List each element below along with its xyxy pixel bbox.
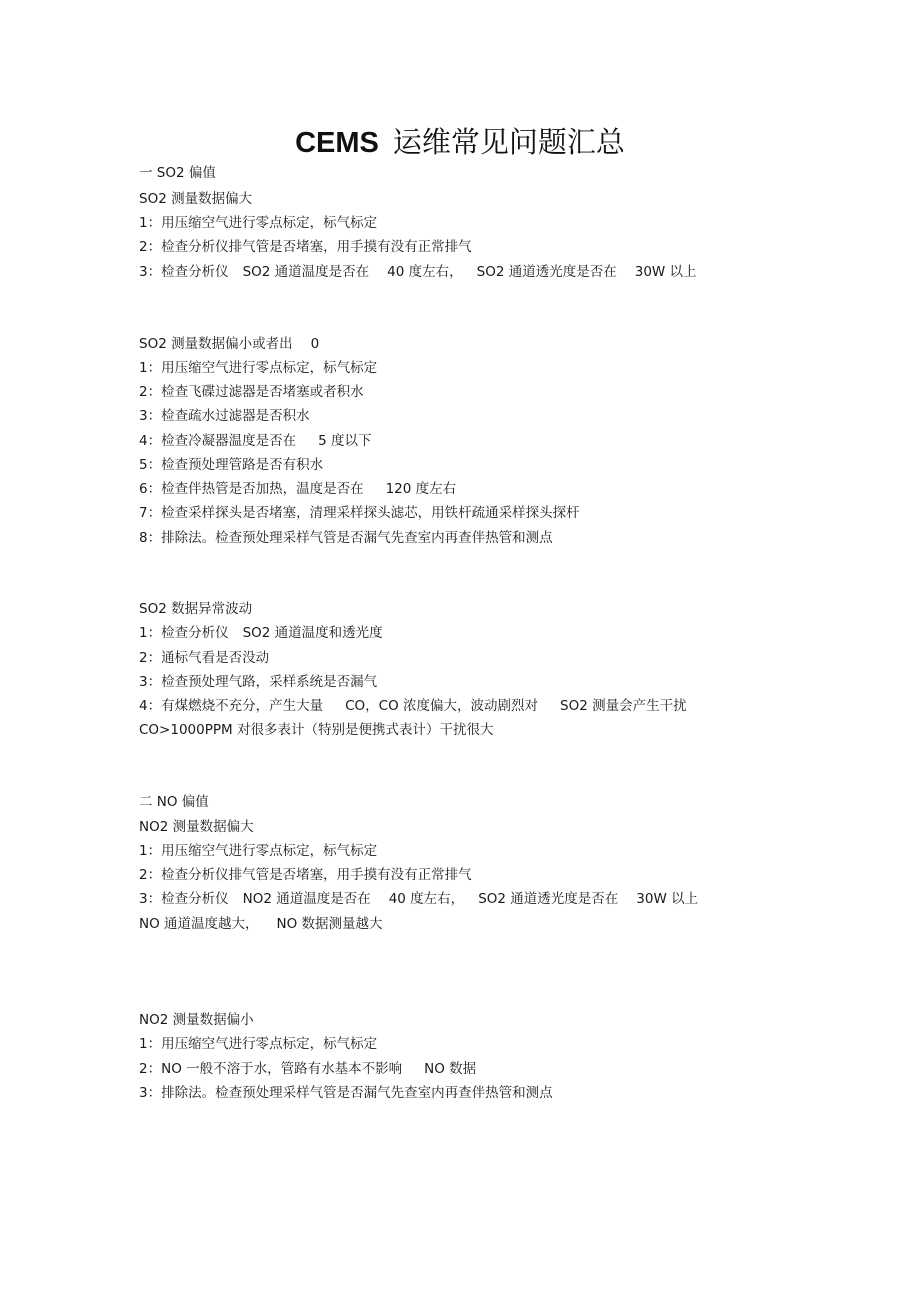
text-run: 3：检查分析仪	[139, 891, 229, 907]
list-item: 2：检查飞碟过滤器是否堵塞或者积水	[139, 384, 364, 400]
title-english: CEMS	[295, 127, 379, 159]
group-title-no2-low: NO2 测量数据偏小	[139, 1012, 254, 1028]
text-run: 40 度左右，	[387, 264, 463, 280]
text-run: 6：检查伴热管是否加热，温度是否在	[139, 481, 364, 497]
list-item: 7：检查采样探头是否堵塞，清理采样探头滤芯，用铁杆疏通采样探头探杆	[139, 505, 580, 521]
list-item	[139, 1059, 476, 1079]
list-item: 3：排除法。检查预处理采样气管是否漏气先查室内再查伴热管和测点	[139, 1085, 553, 1101]
list-item: CO>1000PPM 对很多表计（特别是便携式表计）干扰很大	[139, 722, 494, 738]
list-item: 2：通标气看是否没动	[139, 650, 270, 666]
group-title-so2-fluctuation: SO2 数据异常波动	[139, 601, 253, 617]
section-heading-no: 二 NO 偏值	[139, 794, 209, 810]
text-run: 5 度以下	[318, 433, 372, 449]
text-run: SO2 通道温度和透光度	[242, 625, 383, 641]
group-title-so2-high: SO2 测量数据偏大	[139, 191, 253, 207]
list-item	[139, 623, 383, 643]
text-run: SO2 测量会产生干扰	[560, 698, 687, 714]
text-run: 2：NO 一般不溶于水，管路有水基本不影响	[139, 1061, 403, 1077]
list-item: 5：检查预处理管路是否有积水	[139, 457, 324, 473]
group-title-no2-high: NO2 测量数据偏大	[139, 819, 254, 835]
list-item: 1：用压缩空气进行零点标定，标气标定	[139, 360, 378, 376]
text-run: NO2 通道温度是否在	[242, 891, 371, 907]
list-item: 2：检查分析仪排气管是否堵塞，用手摸有没有正常排气	[139, 867, 472, 883]
section-heading-so2: 一 SO2 偏值	[139, 165, 216, 181]
list-item: 3：检查预处理气路，采样系统是否漏气	[139, 674, 378, 690]
list-item	[139, 479, 456, 499]
list-item	[139, 889, 698, 909]
list-item: 3：检查疏水过滤器是否积水	[139, 408, 310, 424]
text-run: NO 通道温度越大，	[139, 916, 259, 932]
text-run: CO，CO 浓度偏大，波动剧烈对	[345, 698, 538, 714]
list-item: 8：排除法。检查预处理采样气管是否漏气先查室内再查伴热管和测点	[139, 530, 553, 546]
list-item	[139, 431, 371, 451]
text-run: 0	[310, 336, 320, 352]
text-run: SO2 通道透光度是否在	[478, 891, 619, 907]
list-item	[139, 914, 383, 934]
text-run: NO 数据测量越大	[276, 916, 383, 932]
list-item: 2：检查分析仪排气管是否堵塞，用手摸有没有正常排气	[139, 239, 472, 255]
text-run: 120 度左右	[385, 481, 457, 497]
text-run: 30W 以上	[636, 891, 699, 907]
text-run: 1：检查分析仪	[139, 625, 229, 641]
text-run: SO2 通道温度是否在	[242, 264, 370, 280]
text-run: SO2 通道透光度是否在	[476, 264, 617, 280]
list-item	[139, 262, 697, 282]
text-run: SO2 测量数据偏小或者出	[139, 336, 293, 352]
text-run: 4：有煤燃烧不充分，产生大量	[139, 698, 324, 714]
document-title	[0, 122, 920, 163]
list-item: 1：用压缩空气进行零点标定，标气标定	[139, 1036, 378, 1052]
text-run: 40 度左右，	[388, 891, 465, 907]
text-run: 30W 以上	[634, 264, 697, 280]
text-run: NO 数据	[424, 1061, 477, 1077]
text-run: 3：检查分析仪	[139, 264, 229, 280]
title-chinese: 运维常见问题汇总	[392, 125, 625, 159]
list-item: 1：用压缩空气进行零点标定，标气标定	[139, 215, 378, 231]
text-run: 4：检查冷凝器温度是否在	[139, 433, 297, 449]
group-title-so2-low	[139, 334, 319, 354]
list-item: 1：用压缩空气进行零点标定，标气标定	[139, 843, 378, 859]
list-item	[139, 696, 687, 716]
